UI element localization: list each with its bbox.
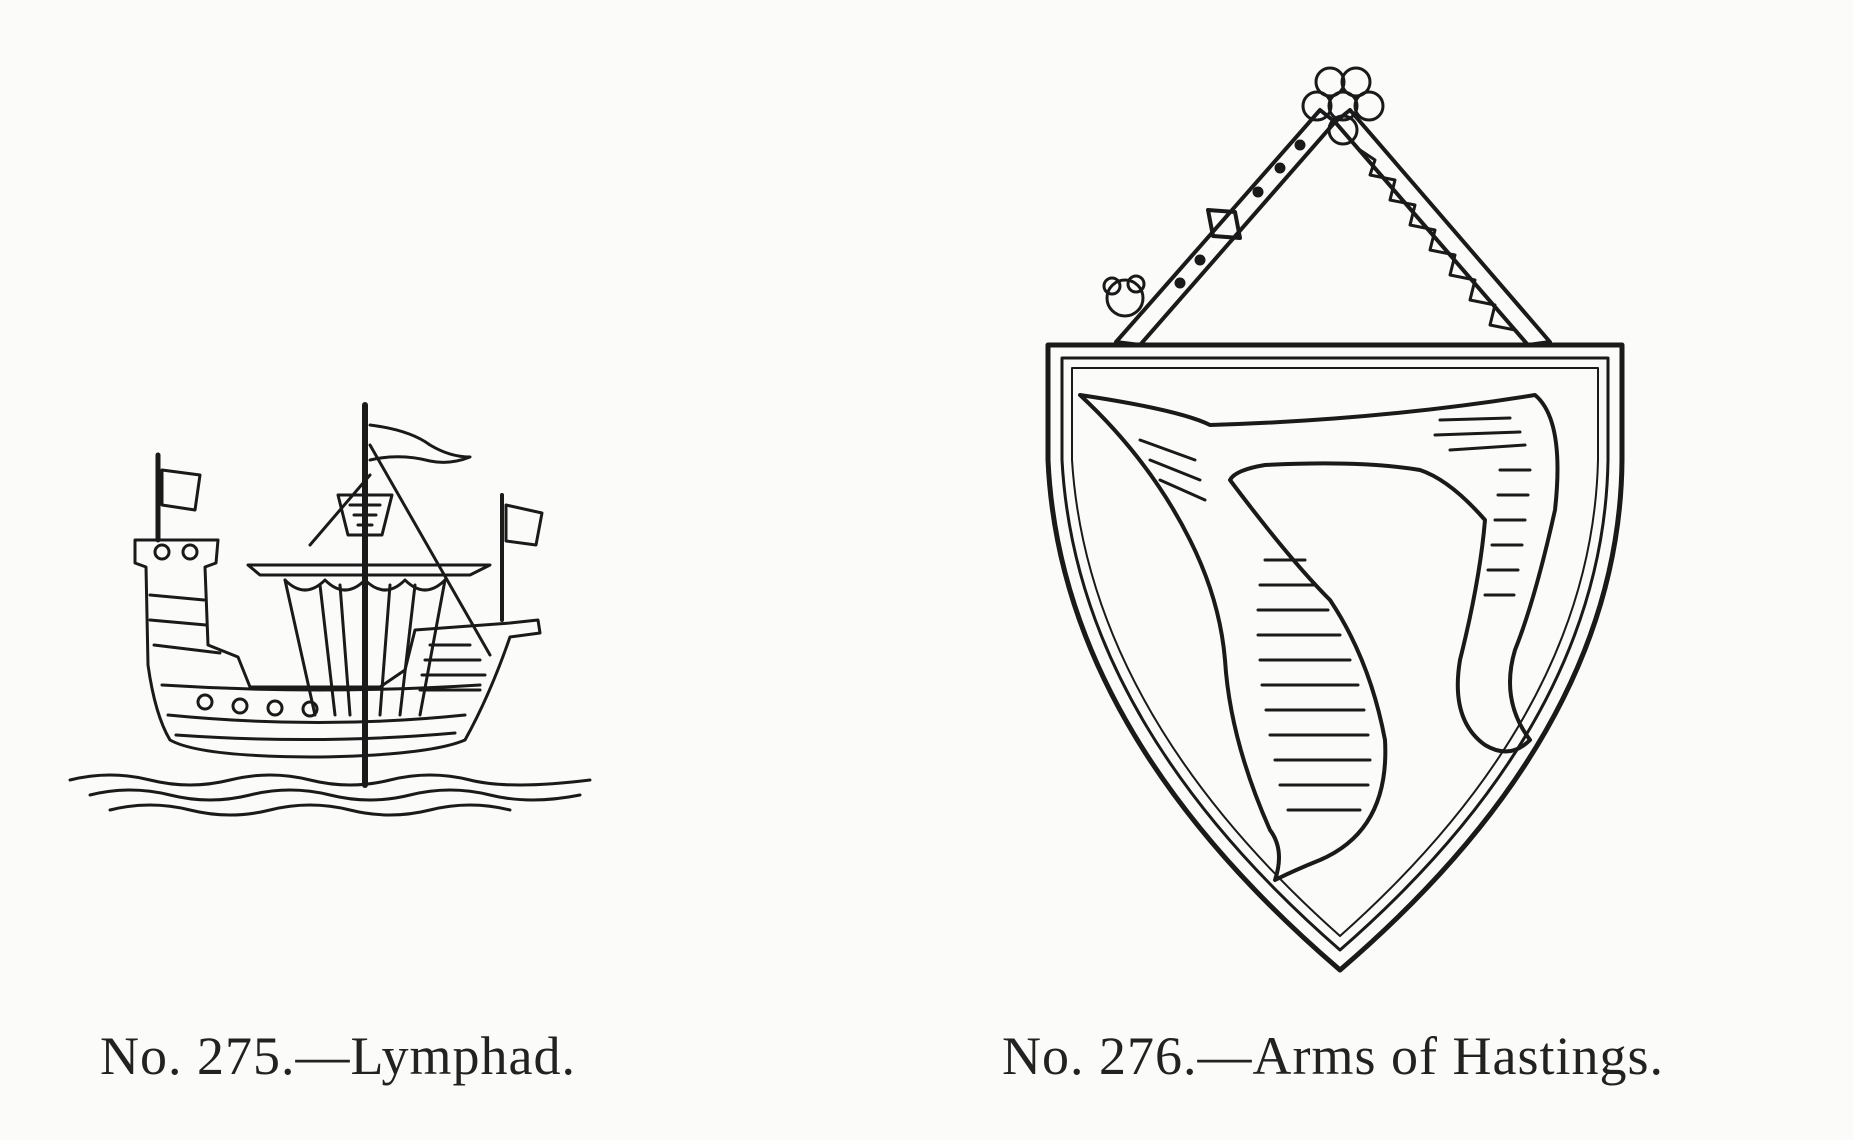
figure-arms-of-hastings [1030,40,1650,980]
caption-title: —Lymphad. [295,1026,576,1086]
caption-number: No. 275. [100,1026,296,1086]
shield-icon [1030,40,1650,980]
ship-icon [70,395,630,895]
figure-lymphad [70,395,630,895]
caption-number: No. 276. [1002,1026,1198,1086]
caption-lymphad [100,1025,576,1087]
caption-arms-of-hastings [1002,1025,1664,1087]
caption-title: —Arms of Hastings. [1197,1026,1664,1086]
